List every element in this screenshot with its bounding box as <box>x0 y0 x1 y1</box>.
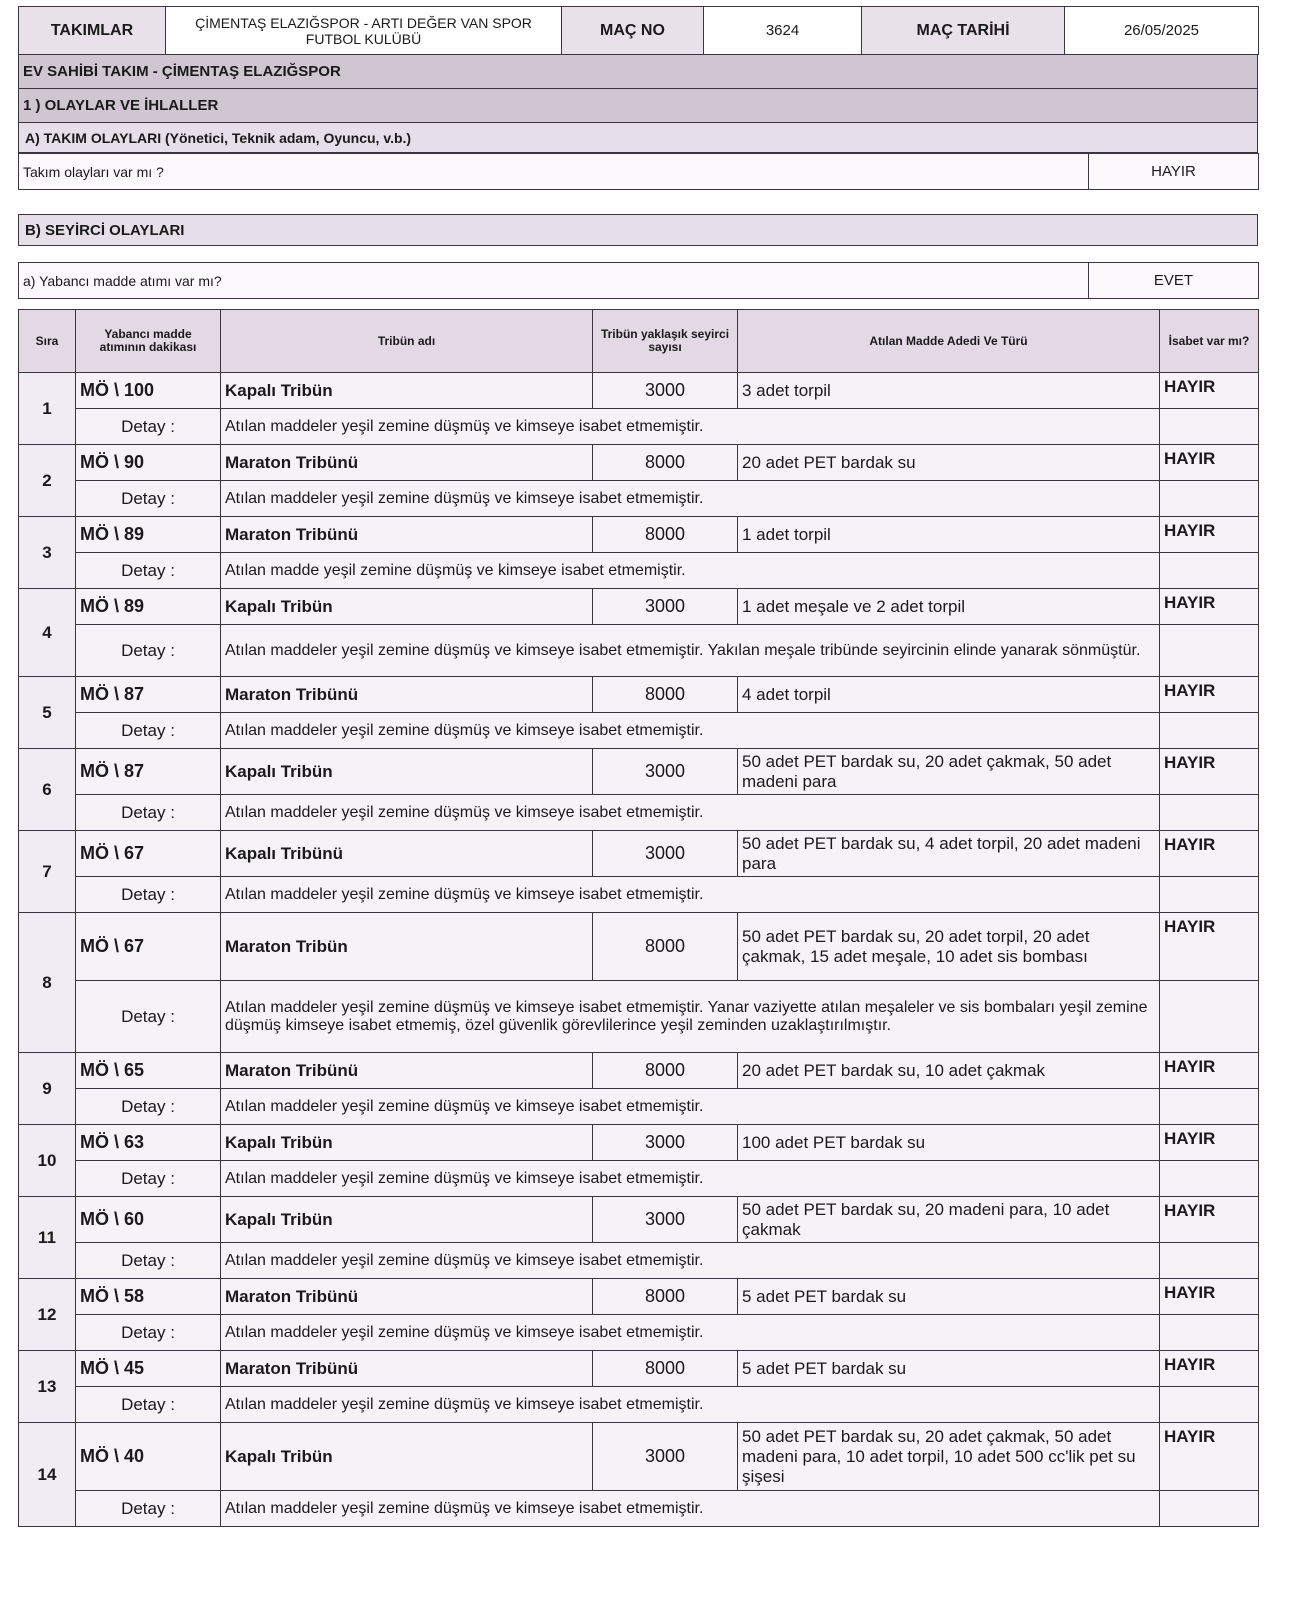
row-detail-blank <box>1160 1315 1259 1351</box>
row-detail-blank <box>1160 877 1259 913</box>
row-capacity: 3000 <box>593 749 738 795</box>
table-row <box>19 1125 1259 1161</box>
row-hit: HAYIR <box>1160 517 1259 553</box>
row-number: 8 <box>19 913 76 1053</box>
col-tribune: Tribün adı <box>221 310 593 373</box>
row-detail-label: Detay : <box>76 625 221 677</box>
row-material: 3 adet torpil <box>738 373 1160 409</box>
table-row <box>19 1423 1259 1491</box>
row-hit: HAYIR <box>1160 913 1259 981</box>
match-date-label: MAÇ TARİHİ <box>862 7 1065 55</box>
table-detail-row <box>19 1387 1259 1423</box>
row-number: 2 <box>19 445 76 517</box>
row-detail-text: Atılan maddeler yeşil zemine düşmüş ve kimseye isabet etmemiştir. <box>221 1161 1160 1197</box>
row-detail-label: Detay : <box>76 1161 221 1197</box>
row-capacity: 3000 <box>593 1197 738 1243</box>
row-number: 12 <box>19 1279 76 1351</box>
row-detail-text: Atılan maddeler yeşil zemine düşmüş ve kimseye isabet etmemiştir. <box>221 713 1160 749</box>
table-row <box>19 589 1259 625</box>
table-detail-row <box>19 877 1259 913</box>
row-material: 50 adet PET bardak su, 20 madeni para, 10 adet çakmak <box>738 1197 1160 1243</box>
row-detail-label: Detay : <box>76 1089 221 1125</box>
row-minute: MÖ \ 67 <box>76 831 221 877</box>
row-tribune: Maraton Tribün <box>221 913 593 981</box>
row-material: 1 adet torpil <box>738 517 1160 553</box>
row-material: 50 adet PET bardak su, 20 adet torpil, 20 adet çakmak, 15 adet meşale, 10 adet sis bombası <box>738 913 1160 981</box>
row-detail-text: Atılan maddeler yeşil zemine düşmüş ve kimseye isabet etmemiştir. <box>221 481 1160 517</box>
foreign-object-answer: EVET <box>1089 263 1259 299</box>
table-detail-row <box>19 625 1259 677</box>
match-header <box>18 6 1259 55</box>
col-hit: İsabet var mı? <box>1160 310 1259 373</box>
row-detail-text: Atılan maddeler yeşil zemine düşmüş ve kimseye isabet etmemiştir. <box>221 409 1160 445</box>
teams-value: ÇİMENTAŞ ELAZIĞSPOR - ARTI DEĞER VAN SPOR FUTBOL KULÜBÜ <box>166 7 562 55</box>
table-detail-row <box>19 1243 1259 1279</box>
row-detail-label: Detay : <box>76 1491 221 1527</box>
row-number: 14 <box>19 1423 76 1527</box>
row-material: 5 adet PET bardak su <box>738 1351 1160 1387</box>
col-material: Atılan Madde Adedi Ve Türü <box>738 310 1160 373</box>
row-capacity: 8000 <box>593 1351 738 1387</box>
row-capacity: 3000 <box>593 1423 738 1491</box>
row-tribune: Kapalı Tribün <box>221 1125 593 1161</box>
team-events-question-text: Takım olayları var mı ? <box>19 154 1089 190</box>
row-detail-text: Atılan maddeler yeşil zemine düşmüş ve kimseye isabet etmemiştir. <box>221 1315 1160 1351</box>
row-hit: HAYIR <box>1160 1197 1259 1243</box>
row-hit: HAYIR <box>1160 749 1259 795</box>
row-detail-label: Detay : <box>76 1387 221 1423</box>
row-capacity: 3000 <box>593 589 738 625</box>
row-capacity: 3000 <box>593 831 738 877</box>
row-hit: HAYIR <box>1160 677 1259 713</box>
table-row <box>19 749 1259 795</box>
row-material: 50 adet PET bardak su, 20 adet çakmak, 50 adet madeni para <box>738 749 1160 795</box>
row-detail-blank <box>1160 1491 1259 1527</box>
row-tribune: Maraton Tribünü <box>221 445 593 481</box>
row-tribune: Kapalı Tribün <box>221 749 593 795</box>
row-hit: HAYIR <box>1160 445 1259 481</box>
row-minute: MÖ \ 58 <box>76 1279 221 1315</box>
table-row <box>19 1053 1259 1089</box>
row-minute: MÖ \ 65 <box>76 1053 221 1089</box>
row-detail-blank <box>1160 1089 1259 1125</box>
row-minute: MÖ \ 87 <box>76 749 221 795</box>
row-detail-label: Detay : <box>76 481 221 517</box>
row-detail-label: Detay : <box>76 553 221 589</box>
table-row <box>19 831 1259 877</box>
row-detail-label: Detay : <box>76 409 221 445</box>
row-material: 50 adet PET bardak su, 4 adet torpil, 20 adet madeni para <box>738 831 1160 877</box>
row-detail-text: Atılan maddeler yeşil zemine düşmüş ve kimseye isabet etmemiştir. <box>221 1089 1160 1125</box>
row-minute: MÖ \ 67 <box>76 913 221 981</box>
row-detail-blank <box>1160 1387 1259 1423</box>
section-events-heading: 1 ) OLAYLAR VE İHLALLER <box>18 89 1258 123</box>
row-tribune: Kapalı Tribün <box>221 589 593 625</box>
row-tribune: Maraton Tribünü <box>221 517 593 553</box>
table-row <box>19 1279 1259 1315</box>
foreign-object-question <box>18 262 1259 299</box>
table-row <box>19 913 1259 981</box>
row-material: 50 adet PET bardak su, 20 adet çakmak, 50 adet madeni para, 10 adet torpil, 10 adet 500 cc'lik pet su şişesi <box>738 1423 1160 1491</box>
row-number: 11 <box>19 1197 76 1279</box>
table-detail-row <box>19 795 1259 831</box>
row-tribune: Kapalı Tribün <box>221 1423 593 1491</box>
row-hit: HAYIR <box>1160 373 1259 409</box>
row-capacity: 8000 <box>593 1053 738 1089</box>
row-detail-blank <box>1160 795 1259 831</box>
home-team-heading: EV SAHİBİ TAKIM - ÇİMENTAŞ ELAZIĞSPOR <box>18 55 1258 89</box>
table-detail-row <box>19 553 1259 589</box>
section-team-events-heading: A) TAKIM OLAYLARI (Yönetici, Teknik adam, Oyuncu, v.b.) <box>18 123 1258 153</box>
row-tribune: Maraton Tribünü <box>221 1279 593 1315</box>
table-row <box>19 373 1259 409</box>
foreign-object-table <box>18 309 1259 1527</box>
row-tribune: Maraton Tribünü <box>221 1351 593 1387</box>
match-no-value: 3624 <box>704 7 862 55</box>
row-tribune: Kapalı Tribünü <box>221 831 593 877</box>
row-detail-blank <box>1160 481 1259 517</box>
row-detail-blank <box>1160 625 1259 677</box>
table-row <box>19 445 1259 481</box>
match-date-value: 26/05/2025 <box>1065 7 1259 55</box>
team-events-question <box>18 153 1259 190</box>
row-detail-blank <box>1160 409 1259 445</box>
table-detail-row <box>19 1161 1259 1197</box>
row-capacity: 8000 <box>593 517 738 553</box>
table-detail-row <box>19 713 1259 749</box>
row-hit: HAYIR <box>1160 1125 1259 1161</box>
row-detail-text: Atılan maddeler yeşil zemine düşmüş ve kimseye isabet etmemiştir. <box>221 877 1160 913</box>
row-detail-label: Detay : <box>76 1243 221 1279</box>
row-number: 3 <box>19 517 76 589</box>
row-detail-text: Atılan maddeler yeşil zemine düşmüş ve kimseye isabet etmemiştir. Yakılan meşale tribünde seyircinin elinde yanarak sönmüştür. <box>221 625 1160 677</box>
col-capacity: Tribün yaklaşık seyirci sayısı <box>593 310 738 373</box>
table-detail-row <box>19 1491 1259 1527</box>
row-minute: MÖ \ 89 <box>76 517 221 553</box>
row-number: 5 <box>19 677 76 749</box>
table-detail-row <box>19 409 1259 445</box>
row-detail-text: Atılan maddeler yeşil zemine düşmüş ve kimseye isabet etmemiştir. <box>221 1243 1160 1279</box>
row-capacity: 8000 <box>593 1279 738 1315</box>
row-detail-label: Detay : <box>76 877 221 913</box>
row-number: 4 <box>19 589 76 677</box>
row-minute: MÖ \ 100 <box>76 373 221 409</box>
row-detail-label: Detay : <box>76 713 221 749</box>
row-detail-text: Atılan maddeler yeşil zemine düşmüş ve kimseye isabet etmemiştir. <box>221 1387 1160 1423</box>
match-no-label: MAÇ NO <box>562 7 704 55</box>
row-detail-text: Atılan maddeler yeşil zemine düşmüş ve kimseye isabet etmemiştir. <box>221 795 1160 831</box>
row-capacity: 8000 <box>593 677 738 713</box>
team-events-answer: HAYIR <box>1089 154 1259 190</box>
row-material: 5 adet PET bardak su <box>738 1279 1160 1315</box>
row-detail-blank <box>1160 981 1259 1053</box>
row-minute: MÖ \ 60 <box>76 1197 221 1243</box>
row-minute: MÖ \ 45 <box>76 1351 221 1387</box>
row-capacity: 8000 <box>593 445 738 481</box>
row-hit: HAYIR <box>1160 1279 1259 1315</box>
row-minute: MÖ \ 63 <box>76 1125 221 1161</box>
row-number: 1 <box>19 373 76 445</box>
row-detail-blank <box>1160 553 1259 589</box>
row-material: 20 adet PET bardak su, 10 adet çakmak <box>738 1053 1160 1089</box>
row-material: 100 adet PET bardak su <box>738 1125 1160 1161</box>
table-detail-row <box>19 1089 1259 1125</box>
row-detail-text: Atılan madde yeşil zemine düşmüş ve kimseye isabet etmemiştir. <box>221 553 1160 589</box>
row-detail-blank <box>1160 713 1259 749</box>
row-hit: HAYIR <box>1160 589 1259 625</box>
row-detail-label: Detay : <box>76 1315 221 1351</box>
row-number: 7 <box>19 831 76 913</box>
row-hit: HAYIR <box>1160 1053 1259 1089</box>
row-material: 20 adet PET bardak su <box>738 445 1160 481</box>
row-number: 6 <box>19 749 76 831</box>
teams-label: TAKIMLAR <box>19 7 166 55</box>
table-body <box>19 373 1259 1527</box>
row-detail-text: Atılan maddeler yeşil zemine düşmüş ve kimseye isabet etmemiştir. Yanar vaziyette atılan meşaleler ve sis bombaları yeşil zemine düşmüş kimseye isabet etmemiş, özel güvenlik görevlilerince yeşil zeminden uzaklaştırılmıştır. <box>221 981 1160 1053</box>
section-spectator-heading: B) SEYİRCİ OLAYLARI <box>18 214 1258 246</box>
row-material: 4 adet torpil <box>738 677 1160 713</box>
row-hit: HAYIR <box>1160 1351 1259 1387</box>
row-detail-blank <box>1160 1161 1259 1197</box>
row-minute: MÖ \ 87 <box>76 677 221 713</box>
row-material: 1 adet meşale ve 2 adet torpil <box>738 589 1160 625</box>
row-minute: MÖ \ 90 <box>76 445 221 481</box>
table-detail-row <box>19 1315 1259 1351</box>
table-header-row <box>19 310 1259 373</box>
row-detail-text: Atılan maddeler yeşil zemine düşmüş ve kimseye isabet etmemiştir. <box>221 1491 1160 1527</box>
row-hit: HAYIR <box>1160 831 1259 877</box>
table-row <box>19 677 1259 713</box>
row-hit: HAYIR <box>1160 1423 1259 1491</box>
row-detail-label: Detay : <box>76 981 221 1053</box>
table-row <box>19 1351 1259 1387</box>
table-row <box>19 1197 1259 1243</box>
row-number: 10 <box>19 1125 76 1197</box>
row-capacity: 8000 <box>593 913 738 981</box>
table-detail-row <box>19 481 1259 517</box>
row-tribune: Kapalı Tribün <box>221 1197 593 1243</box>
foreign-object-question-text: a) Yabancı madde atımı var mı? <box>19 263 1089 299</box>
row-tribune: Maraton Tribünü <box>221 1053 593 1089</box>
row-capacity: 3000 <box>593 1125 738 1161</box>
row-minute: MÖ \ 89 <box>76 589 221 625</box>
row-number: 9 <box>19 1053 76 1125</box>
row-number: 13 <box>19 1351 76 1423</box>
row-tribune: Kapalı Tribün <box>221 373 593 409</box>
row-minute: MÖ \ 40 <box>76 1423 221 1491</box>
table-row <box>19 517 1259 553</box>
table-detail-row <box>19 981 1259 1053</box>
row-capacity: 3000 <box>593 373 738 409</box>
row-tribune: Maraton Tribünü <box>221 677 593 713</box>
row-detail-blank <box>1160 1243 1259 1279</box>
col-minute: Yabancı madde atımının dakikası <box>76 310 221 373</box>
report-page <box>18 6 1258 1527</box>
col-sira: Sıra <box>19 310 76 373</box>
row-detail-label: Detay : <box>76 795 221 831</box>
